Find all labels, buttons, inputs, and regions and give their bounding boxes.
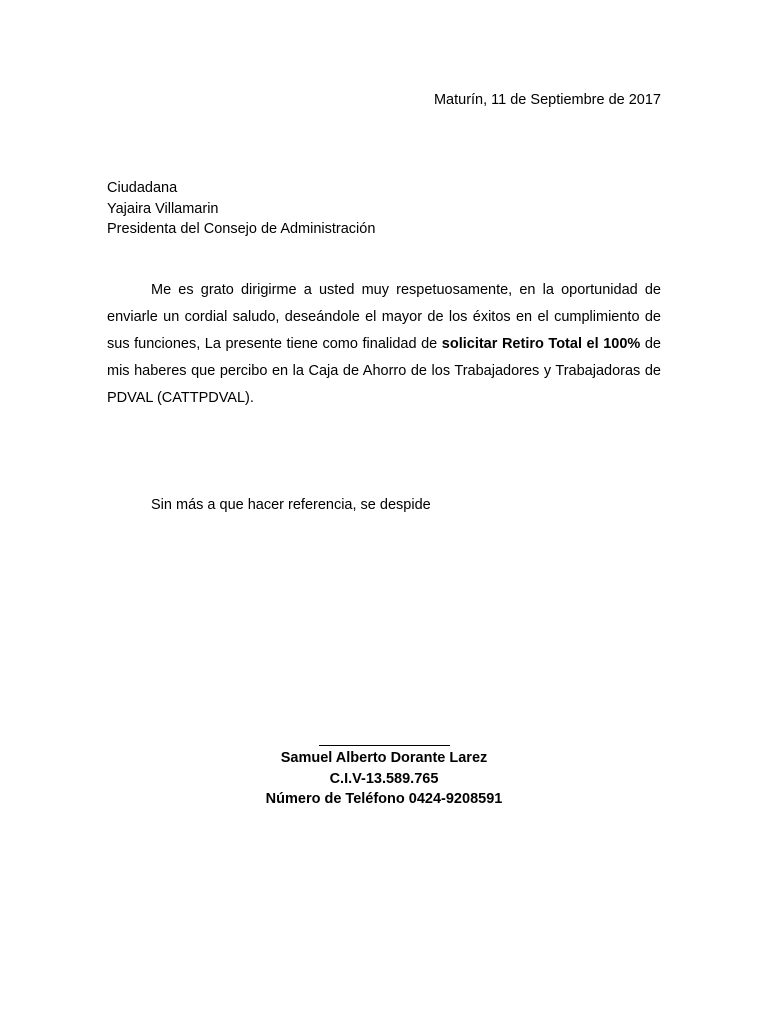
signer-id: C.I.V-13.589.765 bbox=[329, 770, 439, 787]
signer-phone: Número de Teléfono 0424-9208591 bbox=[265, 791, 503, 807]
signature-line bbox=[319, 745, 450, 746]
body-text-part1: Me es grato dirigirme a usted muy respetuosamente, en la oportunidad de enviarle un cordial saludo, deseándole el mayor de los éxitos en el cumplimiento de sus funciones, La presente tiene como finalidad de bbox=[107, 282, 661, 352]
recipient-title: Presidenta del Consejo de Administración bbox=[107, 221, 376, 237]
letter-body bbox=[107, 277, 661, 412]
recipient-salutation: Ciudadana bbox=[107, 180, 178, 196]
letter-closing: Sin más a que hacer referencia, se despide bbox=[151, 497, 431, 513]
letter-date: Maturín, 11 de Septiembre de 2017 bbox=[433, 92, 661, 108]
recipient-block bbox=[107, 178, 375, 240]
signer-name: Samuel Alberto Dorante Larez bbox=[280, 750, 488, 766]
body-text-emphasis: solicitar Retiro Total el 100% bbox=[441, 336, 641, 352]
signature-block bbox=[0, 728, 768, 810]
signature-text bbox=[0, 748, 768, 810]
recipient-name: Yajaira Villamarin bbox=[107, 200, 219, 217]
body-text-part2: de mis haberes que percibo en la Caja de Ahorro de los Trabajadores y Trabajadoras de PDVAL (CATTPDVAL). bbox=[107, 336, 661, 406]
